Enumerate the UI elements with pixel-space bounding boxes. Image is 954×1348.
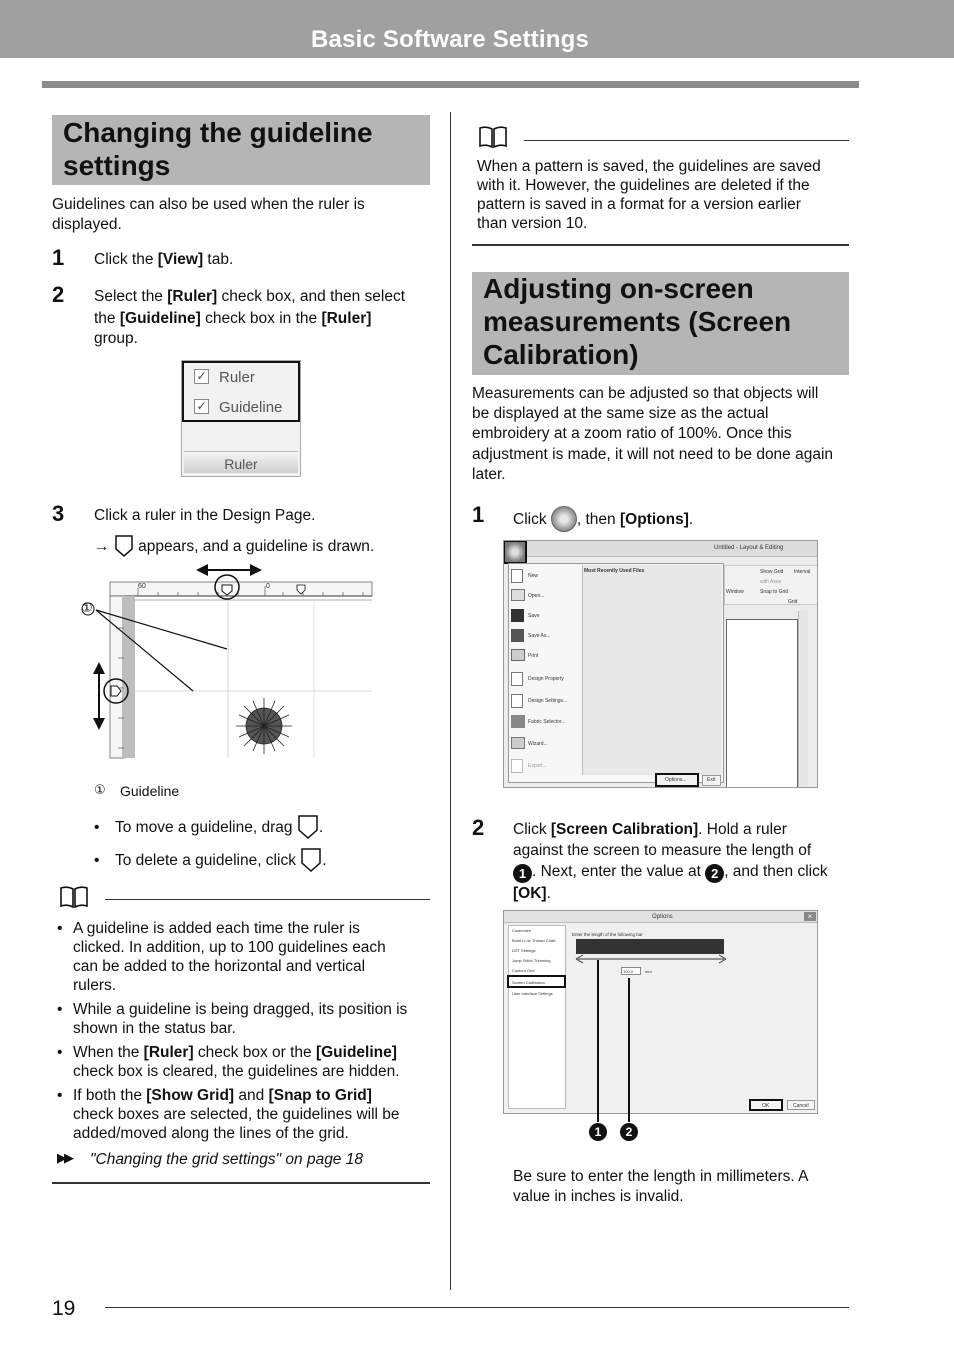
ruler-tick-60: 60 <box>138 583 146 590</box>
step3-result: → appears, and a guideline is drawn. <box>94 534 374 558</box>
section-title-line1: Changing the guideline <box>63 117 373 148</box>
footer-rule <box>105 1307 849 1308</box>
dialog-close-button[interactable]: × <box>804 912 816 921</box>
sidebar-custom-grid[interactable]: Custom Grid <box>512 968 535 973</box>
calibration-note: Be sure to enter the length in millimeters. A value in inches is invalid. <box>513 1168 809 1205</box>
figure-callout-badge-1: 1 <box>589 1123 607 1141</box>
menu-item-save[interactable]: Save <box>511 609 581 625</box>
guideline-figure-drawing <box>78 558 378 763</box>
calibration-value-input[interactable]: 100.0 <box>621 967 641 975</box>
menu-item-save-as[interactable]: Save As... <box>511 629 581 645</box>
guideline-checkbox[interactable]: ✓ <box>194 399 209 414</box>
menu-item-print[interactable]: Print <box>511 649 581 665</box>
options-dialog-title: Options <box>652 914 673 920</box>
step-number-r2: 2 <box>472 815 485 840</box>
chapter-title: Basic Software Settings <box>310 26 589 53</box>
sidebar-customize[interactable]: Customize <box>512 928 531 933</box>
application-menu-screenshot <box>503 540 818 788</box>
sidebar-thread-chart[interactable]: Build Li-ne Thread Chart <box>512 938 556 943</box>
ribbon-snap-to-grid[interactable]: Snap to Grid <box>760 589 789 595</box>
note-end-rule-right <box>472 244 849 246</box>
figure-callout-badge-2: 2 <box>620 1123 638 1141</box>
note-book-icon <box>478 125 508 149</box>
guideline-marker-icon <box>114 534 134 558</box>
ribbon-show-grid[interactable]: Show Grid <box>760 569 784 575</box>
ribbon-with-axes[interactable]: with Axes <box>760 579 782 585</box>
step-r1-text: Click , then [Options]. <box>513 506 693 532</box>
dialog-cancel-button[interactable]: Cancel <box>787 1100 815 1110</box>
calibration-bar <box>576 939 724 954</box>
xref-link[interactable]: "Changing the grid settings" on page 18 <box>90 1151 363 1168</box>
column-divider <box>450 112 451 1290</box>
callout-badge-2: 2 <box>705 864 724 883</box>
options-dialog-screenshot <box>503 910 818 1114</box>
recent-files-label: Most Recently Used Files <box>584 568 645 574</box>
intro-line2: displayed. <box>52 216 122 233</box>
sidebar-ui-settings[interactable]: User Interface Settings <box>512 991 553 996</box>
ruler-group-label: Ruler <box>224 456 258 472</box>
figure-caption: Guideline <box>120 783 180 799</box>
exit-button[interactable]: Exit <box>702 775 721 786</box>
step-number-3: 3 <box>52 501 65 526</box>
guideline-checkbox-label: Guideline <box>219 399 283 416</box>
menu-item-design-property[interactable]: Design Property <box>511 672 581 688</box>
ribbon-window-label: Window <box>726 589 744 595</box>
step2-line3: group. <box>94 330 138 347</box>
step-number-1: 1 <box>52 245 65 270</box>
callout-line-2 <box>628 978 630 1122</box>
options-button[interactable]: Options... <box>655 773 699 787</box>
step-number-2: 2 <box>52 282 65 307</box>
menu-item-fabric-selector[interactable]: Fabric Selector... <box>511 715 581 731</box>
header-rule <box>42 81 859 88</box>
step1-text: Click the [View] tab. <box>94 251 234 268</box>
ribbon-grid-label: Grid <box>788 599 798 605</box>
application-button-icon[interactable] <box>551 506 577 532</box>
calibration-prompt: Enter the length of the following bar <box>572 932 643 937</box>
step3-text: Click a ruler in the Design Page. <box>94 507 316 524</box>
page-number: 19 <box>52 1297 76 1320</box>
step-r2-text: Click [Screen Calibration]. Hold a ruler against the screen to measure the length of 1 . Next, enter the value at 2 , and then click [OK]. <box>513 821 828 902</box>
menu-item-open[interactable]: Open... <box>511 589 581 605</box>
step2-line1: Select the [Ruler] check box, and then select <box>94 288 406 305</box>
calibration-unit: mm <box>645 969 652 974</box>
dialog-ok-button[interactable]: OK <box>749 1099 783 1111</box>
figure-caption-num: ① <box>94 782 106 797</box>
note-item-2: • While a guideline is being dragged, its position is shown in the status bar. <box>57 1001 408 1037</box>
calibration-title: Adjusting on-screen measurements (Screen Calibration) <box>483 273 792 370</box>
figure-callout-1: ① <box>81 600 93 615</box>
note-rule-left <box>105 899 430 900</box>
note-rule-right <box>524 140 849 141</box>
sidebar-screen-calibration[interactable]: Screen Calibration <box>507 975 566 988</box>
note-item-1: • A guideline is added each time the ruler is clicked. In addition, up to 100 guidelines each can be added to the horizontal and vertical rulers. <box>57 920 386 994</box>
callout-line-1 <box>597 960 599 1122</box>
xref-arrow-icon: ▶▶ <box>57 1150 71 1165</box>
menu-item-design-settings[interactable]: Design Settings... <box>511 694 581 710</box>
note-top-right: When a pattern is saved, the guidelines are saved with it. However, the guidelines are deleted if the pattern is saved in a format for a version earlier than version 10. <box>477 158 821 232</box>
left-column-end-rule <box>52 1182 430 1184</box>
menu-item-export[interactable]: Export... <box>511 759 581 775</box>
callout-badge-1: 1 <box>513 864 532 883</box>
ruler-tick-0: 0 <box>266 583 270 590</box>
step-number-r1: 1 <box>472 502 485 527</box>
sidebar-jump-stitch[interactable]: Jump Stitch Trimming <box>512 958 551 963</box>
bullet-move-guideline: • To move a guideline, drag . <box>94 814 323 840</box>
menu-item-wizard[interactable]: Wizard... <box>511 737 581 753</box>
app-button-highlight[interactable] <box>503 540 527 564</box>
ribbon-interval: Interval <box>794 569 811 575</box>
menu-item-new[interactable]: New <box>511 569 581 585</box>
intro-line1: Guidelines can also be used when the ruler is <box>52 196 365 213</box>
ruler-checkbox[interactable]: ✓ <box>194 369 209 384</box>
window-title: Untitled - Layout & Editing <box>714 545 784 551</box>
ruler-group-screenshot <box>181 360 301 477</box>
guideline-figure <box>78 558 378 763</box>
guideline-marker-icon <box>300 847 322 873</box>
step2-line2: the [Guideline] check box in the [Ruler] <box>94 310 372 327</box>
ruler-checkbox-label: Ruler <box>219 369 255 386</box>
sidebar-dst-settings[interactable]: DST Settings <box>512 948 536 953</box>
note-item-4: • If both the [Show Grid] and [Snap to Grid] check boxes are selected, the guidelines will be added/moved along the lines of the grid. <box>57 1087 400 1142</box>
guideline-marker-icon <box>297 814 319 840</box>
calibration-intro: Measurements can be adjusted so that objects will be displayed at the same size as the actual embroidery at a zoom ratio of 100%. Once this adjustment is made, it will not need to be done again later. <box>472 385 834 483</box>
note-list-left <box>57 919 432 1143</box>
note-book-icon <box>59 885 89 909</box>
bullet-delete-guideline: • To delete a guideline, click . <box>94 847 327 873</box>
section-title-line2: settings <box>63 150 171 181</box>
note-item-3: • When the [Ruler] check box or the [Guideline] check box is cleared, the guidelines are hidden. <box>57 1044 400 1080</box>
